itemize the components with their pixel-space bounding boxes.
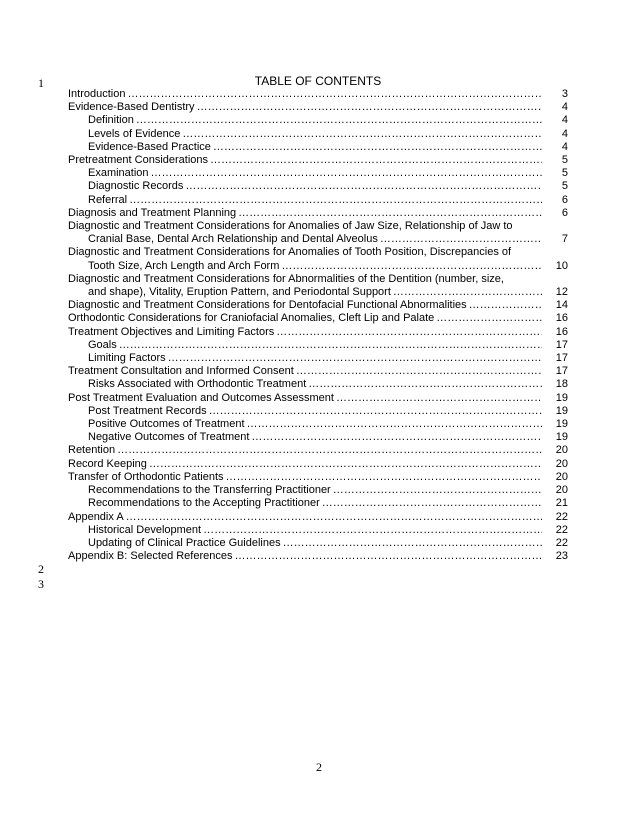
toc-title: TABLE OF CONTENTS	[254, 74, 382, 88]
toc-entry[interactable]	[68, 524, 568, 537]
toc-entry[interactable]	[68, 405, 568, 418]
leader-dots	[197, 101, 542, 114]
leader-dots	[149, 458, 542, 471]
leader-dots	[283, 537, 542, 550]
leader-dots	[168, 352, 542, 365]
toc-entry-label: Goals	[88, 338, 117, 351]
toc-entry-label: Definition	[88, 114, 134, 127]
toc-entry-page: 22	[555, 536, 568, 549]
toc-entry-label: Risks Associated with Orthodontic Treatment	[88, 378, 307, 391]
leader-dots	[182, 128, 542, 141]
toc-entry[interactable]	[68, 246, 568, 272]
toc-entry-page: 7	[561, 233, 568, 246]
leader-dots	[136, 114, 542, 127]
toc-entry-page: 3	[561, 88, 568, 100]
line-number-2: 2	[38, 562, 44, 576]
toc-entry[interactable]	[68, 101, 568, 114]
page-number: 2	[316, 760, 322, 774]
toc-entry-label: Referral	[88, 193, 128, 206]
toc-entry[interactable]	[68, 128, 568, 141]
toc-entry[interactable]	[68, 537, 568, 550]
toc-entry-label: Appendix A	[68, 510, 124, 523]
toc-entry-page: 19	[555, 404, 568, 417]
toc-entry-label: Diagnostic and Treatment Considerations for Abnormalities of the Dentition (number, size,	[68, 272, 504, 285]
toc-entry-page: 16	[555, 312, 568, 325]
toc-entry-label: Introduction	[68, 88, 126, 100]
toc-entry[interactable]	[68, 194, 568, 207]
toc-entry[interactable]	[68, 365, 568, 378]
line-number-3: 3	[38, 577, 44, 591]
toc-entry-page: 19	[555, 391, 568, 404]
toc-entry[interactable]	[68, 431, 568, 444]
toc-entry-label: Diagnostic and Treatment Considerations for Anomalies of Jaw Size, Relationship of Jaw to	[68, 220, 513, 233]
leader-dots	[129, 194, 542, 207]
toc-entry-label: Limiting Factors	[88, 352, 166, 365]
toc-entry[interactable]	[68, 114, 568, 127]
toc-entry-page: 16	[555, 325, 568, 338]
toc-entry-label: Appendix B: Selected References	[68, 550, 233, 563]
toc-entry-label: Orthodontic Considerations for Craniofacial Anomalies, Cleft Lip and Palate	[68, 312, 435, 325]
toc-entry-page: 4	[561, 127, 568, 140]
toc-entry-page: 18	[555, 378, 568, 391]
toc-entry-page: 20	[555, 484, 568, 497]
leader-dots	[308, 378, 542, 391]
toc-entry[interactable]	[68, 88, 568, 101]
leader-dots	[117, 444, 542, 457]
toc-entry-label: Negative Outcomes of Treatment	[88, 431, 250, 444]
toc-entry-label: Evidence-Based Dentistry	[68, 101, 195, 114]
leader-dots	[436, 312, 542, 325]
leader-dots	[296, 365, 542, 378]
leader-dots	[276, 326, 542, 339]
toc-entry[interactable]	[68, 511, 568, 524]
toc-entry[interactable]	[68, 180, 568, 193]
toc-entry[interactable]	[68, 497, 568, 510]
toc-entry-label: Updating of Clinical Practice Guidelines	[88, 536, 281, 549]
leader-dots	[251, 431, 542, 444]
leader-dots	[119, 339, 542, 352]
toc-entry[interactable]	[68, 339, 568, 352]
leader-dots	[203, 524, 542, 537]
leader-dots	[235, 550, 543, 563]
leader-dots	[185, 180, 542, 193]
toc-entry[interactable]	[68, 352, 568, 365]
toc-entry-page: 17	[555, 338, 568, 351]
toc-entry-page: 22	[555, 523, 568, 536]
leader-dots	[336, 392, 542, 405]
leader-dots	[393, 286, 542, 299]
toc-entry-label: Diagnostic Records	[88, 180, 184, 193]
toc-entry-label: Post Treatment Records	[88, 404, 207, 417]
leader-dots	[333, 484, 542, 497]
toc-entry-label: Diagnostic and Treatment Considerations for Dentofacial Functional Abnormalities	[68, 299, 467, 312]
toc-entry-label: Transfer of Orthodontic Patients	[68, 470, 224, 483]
toc-entry[interactable]	[68, 392, 568, 405]
toc-entry-page: 20	[555, 444, 568, 457]
toc-entry-page: 19	[555, 431, 568, 444]
toc-entry-page: 23	[555, 550, 568, 563]
toc-entry-page: 22	[555, 510, 568, 523]
toc-entry-label: Recommendations to the Transferring Practitioner	[88, 484, 331, 497]
toc-entry[interactable]	[68, 550, 568, 563]
toc-entry[interactable]	[68, 167, 568, 180]
toc-entry-page: 19	[555, 418, 568, 431]
toc-entry-label: Post Treatment Evaluation and Outcomes Assessment	[68, 391, 334, 404]
toc-entry-label: Retention	[68, 444, 116, 457]
toc-entry-label-continued: Tooth Size, Arch Length and Arch Form	[88, 259, 280, 272]
toc-entry-page: 17	[555, 365, 568, 378]
toc-entry-label: Levels of Evidence	[88, 127, 181, 140]
leader-dots	[127, 88, 542, 101]
toc-entry-label: Diagnosis and Treatment Planning	[68, 206, 237, 219]
toc-entry[interactable]	[68, 220, 568, 246]
toc-entry-page: 4	[561, 140, 568, 153]
leader-dots	[213, 141, 542, 154]
leader-dots	[226, 471, 543, 484]
toc-entry[interactable]	[68, 378, 568, 391]
toc-entry-page: 20	[555, 470, 568, 483]
toc-entry-label: Positive Outcomes of Treatment	[88, 418, 245, 431]
toc-entry[interactable]	[68, 458, 568, 471]
toc-entry[interactable]	[68, 471, 568, 484]
leader-dots	[322, 497, 542, 510]
leader-dots	[380, 233, 542, 246]
toc-entry-page: 20	[555, 457, 568, 470]
leader-dots	[126, 511, 542, 524]
leader-dots	[151, 167, 542, 180]
toc-entry-page: 5	[561, 154, 568, 167]
toc-entry-label: Evidence-Based Practice	[88, 140, 211, 153]
toc-entry-label-continued: and shape), Vitality, Eruption Pattern, and Periodontal Support	[88, 286, 391, 299]
line-number-1: 1	[38, 76, 44, 90]
toc-entry[interactable]	[68, 418, 568, 431]
toc-entry-label: Treatment Consultation and Informed Consent	[68, 365, 294, 378]
toc-entry-label: Pretreatment Considerations	[68, 154, 209, 167]
toc-entry-label: Diagnostic and Treatment Considerations for Anomalies of Tooth Position, Discrepancies of	[68, 246, 512, 259]
toc-entry[interactable]	[68, 444, 568, 457]
toc-entry-page: 5	[561, 167, 568, 180]
leader-dots	[209, 405, 542, 418]
toc-entry-page: 17	[555, 352, 568, 365]
leader-dots	[210, 154, 542, 167]
toc-entry-page: 21	[555, 497, 568, 510]
toc-entry-page: 4	[561, 101, 568, 114]
toc-entry-page: 6	[561, 193, 568, 206]
toc-entry-page: 12	[555, 286, 568, 299]
toc-entry[interactable]	[68, 484, 568, 497]
toc-entry[interactable]	[68, 273, 568, 299]
toc-entry-label-continued: Cranial Base, Dental Arch Relationship and Dental Alveolus	[88, 233, 378, 246]
toc-entry-label: Treatment Objectives and Limiting Factors	[68, 325, 275, 338]
toc-entry-page: 4	[561, 114, 568, 127]
toc-entry-label: Historical Development	[88, 523, 202, 536]
leader-dots	[247, 418, 542, 431]
leader-dots	[281, 260, 542, 273]
leader-dots	[469, 299, 542, 312]
table-of-contents	[68, 88, 568, 563]
toc-entry-page: 14	[555, 299, 568, 312]
toc-entry-label: Examination	[88, 167, 149, 180]
toc-entry[interactable]	[68, 154, 568, 167]
toc-entry[interactable]	[68, 312, 568, 325]
toc-entry-label: Recommendations to the Accepting Practitioner	[88, 497, 320, 510]
leader-dots	[238, 207, 542, 220]
toc-entry-label: Record Keeping	[68, 457, 147, 470]
toc-entry[interactable]	[68, 207, 568, 220]
toc-entry[interactable]	[68, 141, 568, 154]
toc-entry-page: 10	[555, 259, 568, 272]
toc-entry-page: 6	[561, 206, 568, 219]
toc-entry[interactable]	[68, 326, 568, 339]
toc-entry-page: 5	[561, 180, 568, 193]
toc-entry[interactable]	[68, 299, 568, 312]
